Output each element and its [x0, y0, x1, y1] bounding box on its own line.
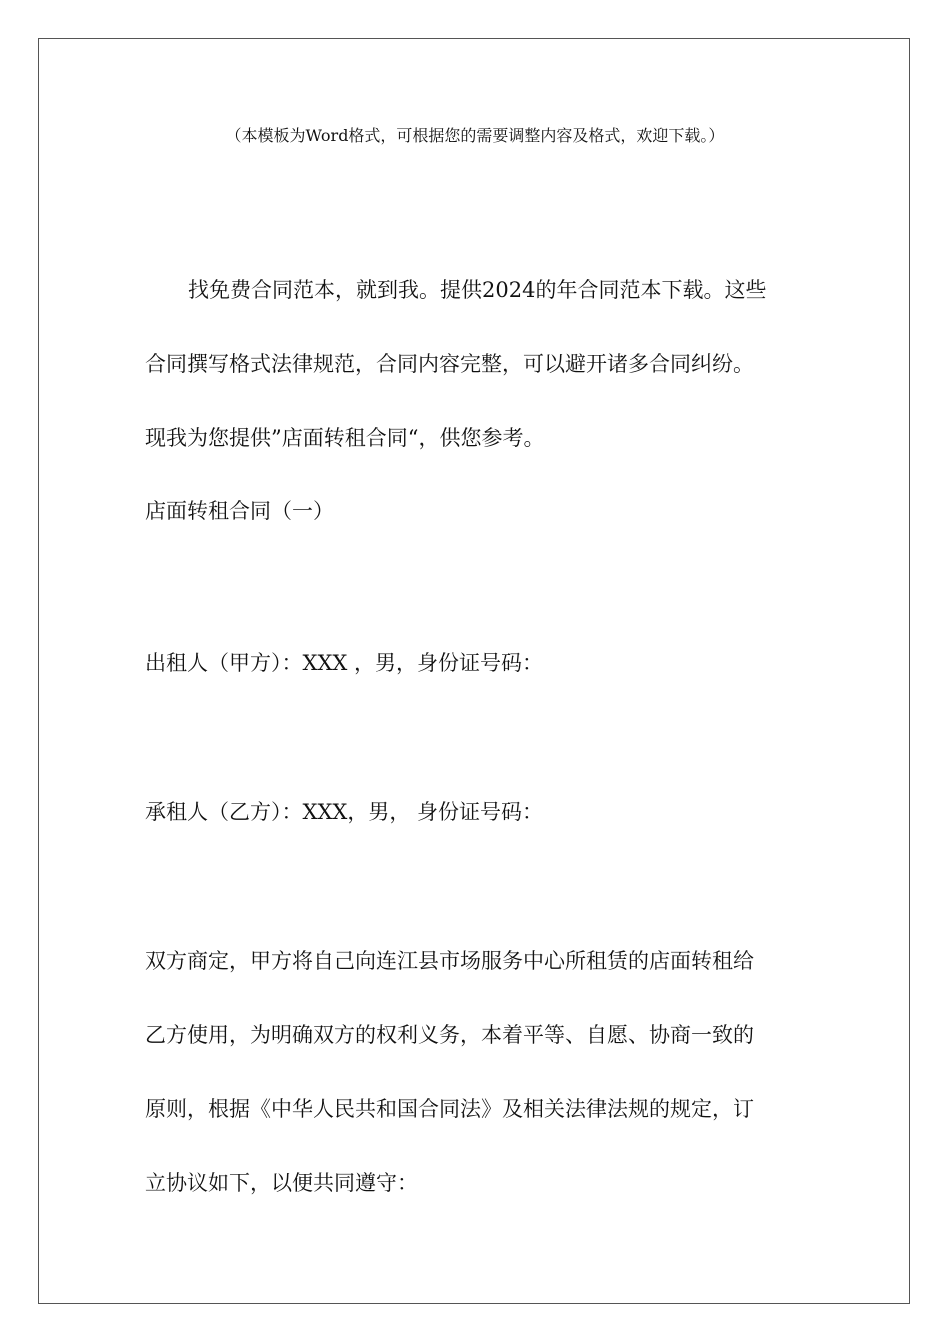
agreement-line-3: 原则，根据《中华人民共和国合同法》及相关法律法规的规定，订: [145, 1097, 754, 1121]
intro-line-2: 合同撰写格式法律规范，合同内容完整，可以避开诸多合同纠纷。: [145, 352, 754, 376]
intro-line-1: 找免费合同范本，就到我。提供2024的年合同范本下载。这些: [188, 278, 767, 302]
contract-title: 店面转租合同（一）: [145, 499, 334, 523]
agreement-line-4: 立协议如下，以便共同遵守：: [145, 1171, 418, 1195]
lessor-line: 出租人（甲方）：XXX ，男，身份证号码：: [145, 651, 544, 675]
template-note: （本模板为Word格式，可根据您的需要调整内容及格式，欢迎下载。）: [225, 126, 725, 145]
lessee-line: 承租人（乙方）：XXX，男， 身份证号码：: [145, 800, 544, 824]
agreement-line-2: 乙方使用，为明确双方的权利义务，本着平等、自愿、协商一致的: [145, 1023, 754, 1047]
agreement-line-1: 双方商定，甲方将自己向连江县市场服务中心所租赁的店面转租给: [145, 949, 754, 973]
intro-line-3: 现我为您提供”店面转租合同“，供您参考。: [145, 426, 545, 450]
